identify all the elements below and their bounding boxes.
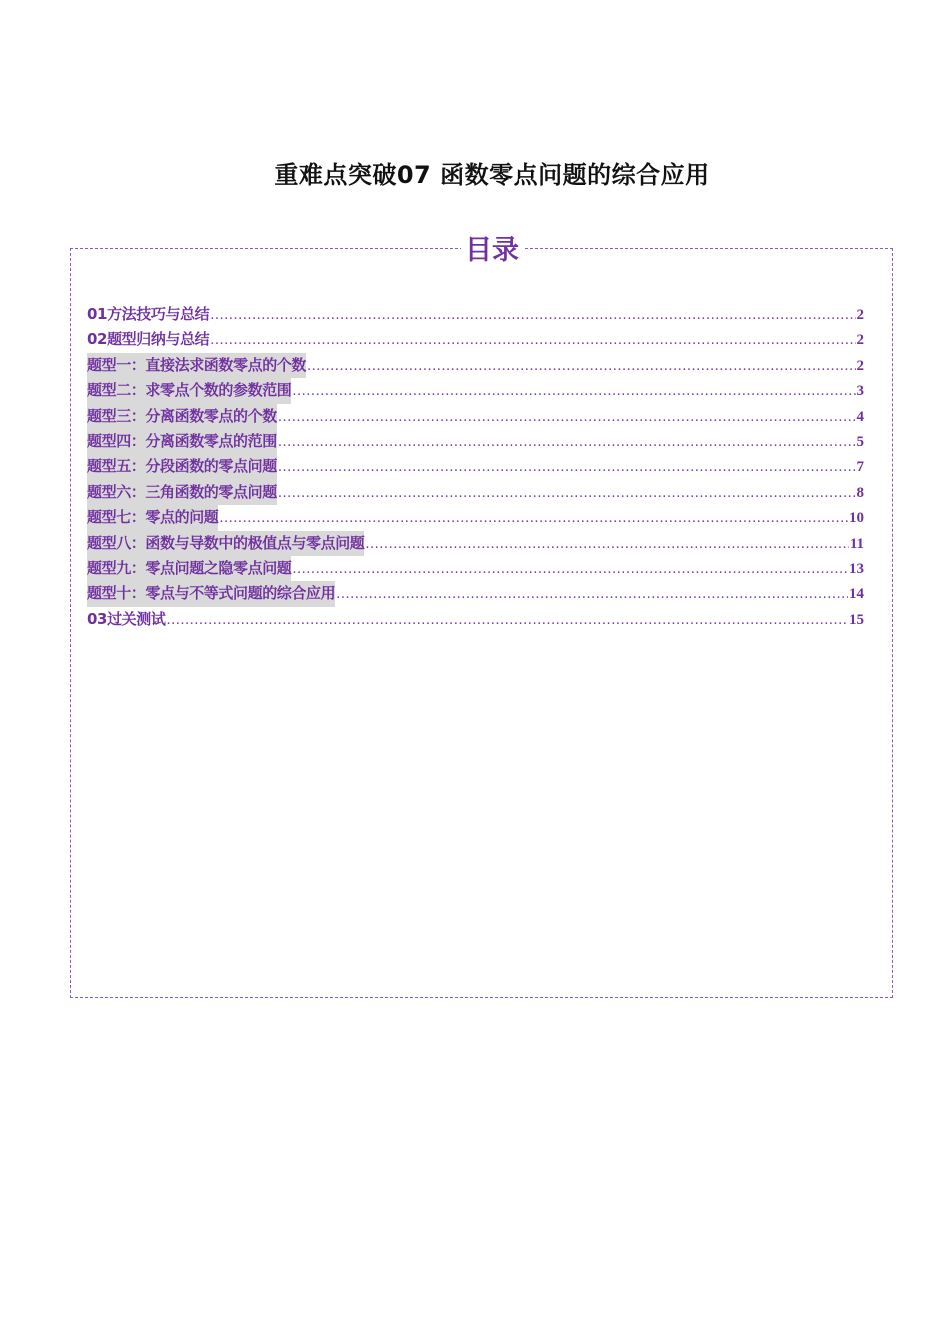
toc-entry[interactable]	[87, 454, 864, 479]
toc-entry-label[interactable]: 题型七：零点的问题	[87, 505, 218, 530]
toc-entry-page[interactable]: 11	[849, 535, 864, 552]
toc-entry-page[interactable]: 2	[856, 357, 864, 374]
toc-dot-leader	[336, 582, 848, 607]
toc-dot-leader	[210, 328, 855, 353]
toc-dot-leader	[292, 557, 848, 582]
toc-dot-leader	[278, 481, 856, 506]
toc-entry-page[interactable]: 4	[856, 408, 864, 425]
toc-entry-page[interactable]: 13	[849, 560, 864, 577]
toc-entry[interactable]	[87, 378, 864, 403]
toc-dot-leader	[278, 455, 856, 480]
toc-entry[interactable]	[87, 327, 864, 352]
toc-entry[interactable]	[87, 302, 864, 327]
page-title: 重难点突破07 函数零点问题的综合应用	[274, 161, 710, 189]
toc-entry-page[interactable]: 7	[856, 459, 864, 476]
toc-entry[interactable]	[87, 607, 864, 632]
toc-entry-page[interactable]: 15	[849, 611, 864, 628]
toc-entry[interactable]	[87, 581, 864, 606]
toc-heading-text: 目录	[461, 235, 523, 266]
toc-entry[interactable]	[87, 404, 864, 429]
toc-entry-label[interactable]: 01方法技巧与总结	[87, 305, 210, 323]
toc-entry-label[interactable]: 题型九：零点问题之隐零点问题	[87, 556, 291, 581]
toc-entry-page[interactable]: 5	[856, 433, 864, 450]
toc-dot-leader	[278, 430, 856, 455]
toc-dot-leader	[219, 506, 848, 531]
toc-dot-leader	[365, 532, 848, 557]
toc-entry-page[interactable]: 10	[849, 510, 864, 527]
toc-dot-leader	[166, 608, 848, 633]
toc-entry-label[interactable]: 03过关测试	[87, 609, 166, 628]
toc-entry-page[interactable]: 3	[856, 383, 864, 400]
toc-entry-label[interactable]: 题型六：三角函数的零点问题	[87, 480, 277, 505]
toc-dot-leader	[278, 405, 856, 430]
toc-entry[interactable]	[87, 531, 864, 556]
toc-dot-leader	[307, 354, 855, 379]
toc-entry-label[interactable]: 题型二：求零点个数的参数范围	[87, 378, 291, 403]
toc-entry-page[interactable]: 2	[856, 332, 864, 349]
toc-dot-leader	[292, 379, 855, 404]
toc-entry[interactable]	[87, 353, 864, 378]
toc-entry-label[interactable]: 题型三：分离函数零点的个数	[87, 404, 277, 429]
toc-list	[87, 302, 864, 632]
toc-entry-label[interactable]: 题型五：分段函数的零点问题	[87, 454, 277, 479]
toc-entry-label[interactable]: 02题型归纳与总结	[87, 330, 210, 349]
toc-entry-label[interactable]: 题型一：直接法求函数零点的个数	[87, 353, 306, 378]
toc-entry-page[interactable]: 2	[856, 307, 864, 323]
toc-entry-page[interactable]: 8	[856, 484, 864, 501]
toc-entry-page[interactable]: 14	[849, 586, 864, 603]
toc-entry[interactable]	[87, 429, 864, 454]
toc-entry[interactable]	[87, 556, 864, 581]
toc-entry-label[interactable]: 题型八：函数与导数中的极值点与零点问题	[87, 531, 364, 556]
toc-heading	[0, 233, 950, 269]
toc-entry-label[interactable]: 题型四：分离函数零点的范围	[87, 429, 277, 454]
toc-entry[interactable]	[87, 480, 864, 505]
toc-dot-leader	[210, 303, 855, 328]
toc-entry[interactable]	[87, 505, 864, 530]
toc-entry-label[interactable]: 题型十：零点与不等式问题的综合应用	[87, 581, 335, 606]
